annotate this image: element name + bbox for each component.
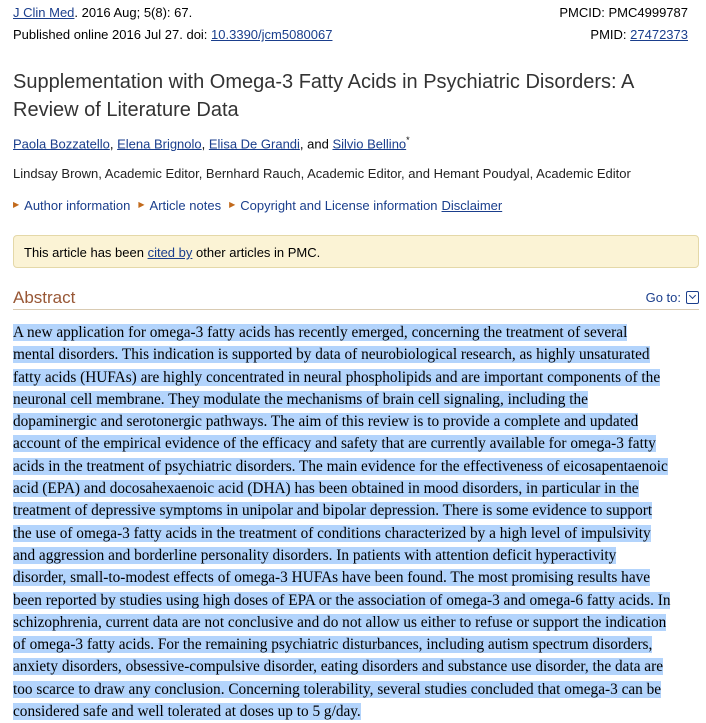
author-link[interactable]: Elena Brignolo	[117, 136, 202, 152]
article-notes-toggle[interactable]	[138, 198, 221, 213]
author-information-toggle[interactable]	[13, 198, 130, 213]
abstract-header	[13, 288, 699, 310]
author-separator: ,	[109, 136, 118, 152]
pmcid: PMCID: PMC4999787	[559, 5, 688, 20]
triangle-right-icon: ▶	[229, 200, 236, 209]
abstract-line	[13, 523, 701, 545]
abstract-line	[13, 433, 701, 455]
abstract-line	[13, 679, 701, 701]
author-separator: ,	[201, 136, 209, 152]
goto-label[interactable]: Go to:	[645, 290, 681, 305]
goto-menu[interactable]	[646, 290, 699, 305]
author-link[interactable]: Elisa De Grandi	[208, 136, 300, 152]
chevron-down-icon[interactable]	[686, 291, 699, 304]
author-link[interactable]: Silvio Bellino	[332, 136, 407, 152]
abstract-line	[13, 322, 701, 344]
pmid-link[interactable]: 27472373	[630, 27, 688, 42]
abstract-line	[13, 590, 701, 612]
abstract-line	[13, 634, 701, 656]
corresponding-author-mark: *	[406, 135, 410, 145]
selected-text: treatment of depressive symptoms in unipolar and bipolar depression. There is some evidence to support	[13, 502, 653, 520]
triangle-right-icon: ▶	[13, 200, 20, 209]
author-separator: , and	[299, 136, 333, 152]
abstract-line	[13, 367, 701, 389]
abstract-heading: Abstract	[13, 288, 76, 307]
selected-text: and aggression and borderline personality disorders. In patients with attention deficit hyperactivity	[13, 546, 617, 564]
selected-text: disorder, small-to-modest effects of omega-3 HUFAs have been found. The most promising results have	[13, 569, 651, 587]
abstract-line	[13, 411, 701, 433]
cited-by-notice	[13, 235, 699, 268]
selected-text: neuronal cell membrane. They modulate the mechanisms of brain cell signaling, including the	[13, 390, 588, 408]
pmid	[590, 27, 688, 42]
abstract-line	[13, 612, 701, 634]
selected-text: the use of omega-3 fatty acids in the treatment of conditions characterized by a high level of impulsivity	[13, 524, 651, 542]
abstract-line	[13, 389, 701, 411]
abstract-line	[13, 456, 701, 478]
author-list	[13, 135, 410, 151]
article-title: Supplementation with Omega-3 Fatty Acids in Psychiatric Disorders: A Review of Literature Data	[13, 71, 634, 121]
abstract-line	[13, 701, 701, 723]
author-link[interactable]: Paola Bozzatello	[13, 136, 110, 152]
journal-link[interactable]: J Clin Med	[13, 5, 75, 20]
selected-text: fatty acids (HUFAs) are highly concentrated in neural phospholipids and are important components of the	[13, 368, 661, 386]
selected-text: anxiety disorders, obsessive-compulsive disorder, eating disorders and substance use disorder, the data are	[13, 658, 663, 676]
selected-text: account of the empirical evidence of the efficacy and safety that are currently available for omega-3 fatty	[13, 435, 656, 453]
citation-row	[13, 5, 688, 20]
abstract-line	[13, 656, 701, 678]
published-info	[13, 27, 332, 42]
disclaimer-link[interactable]: Disclaimer	[441, 198, 503, 213]
selected-text: dopaminergic and serotonergic pathways. The aim of this review is to provide a complete and updated	[13, 413, 639, 431]
abstract-line	[13, 500, 701, 522]
doi-link[interactable]: 10.3390/jcm5080067	[211, 27, 333, 42]
copyright-link[interactable]: Copyright and License information	[240, 198, 438, 213]
copyright-toggle[interactable]	[229, 198, 502, 213]
selected-text: A new application for omega-3 fatty acids has recently emerged, concerning the treatment of several	[13, 324, 628, 341]
selected-text: acids in the treatment of psychiatric disorders. The main evidence for the effectiveness of eicosapentaenoic	[13, 457, 668, 475]
selected-text: acid (EPA) and docosahexaenoic acid (DHA) has been obtained in mood disorders, in particular in the	[13, 480, 639, 498]
selected-text: considered safe and well tolerated at doses up to 5 g/day.	[13, 703, 361, 721]
citation-details: . 2016 Aug; 5(8): 67.	[74, 5, 193, 20]
citation	[13, 5, 192, 20]
cited-prefix: This article has been	[24, 245, 148, 260]
academic-editors: Lindsay Brown, Academic Editor, Bernhard Rauch, Academic Editor, and Hemant Poudyal, Academic Editor	[13, 166, 631, 181]
pmid-label: PMID:	[590, 27, 631, 42]
selected-text: of omega-3 fatty acids. For the remaining psychiatric disturbances, including autism spectrum disorders,	[13, 636, 653, 654]
publication-row	[13, 27, 688, 42]
abstract-text	[13, 322, 701, 723]
selected-text: mental disorders. This indication is supported by data of neurobiological research, as highly unsaturated	[13, 346, 650, 364]
abstract-line	[13, 567, 701, 589]
article-notes-link[interactable]: Article notes	[149, 198, 222, 213]
cited-suffix: other articles in PMC.	[192, 245, 321, 260]
author-information-link[interactable]: Author information	[24, 198, 131, 213]
abstract-line	[13, 478, 701, 500]
selected-text: schizophrenia, current data are not conclusive and do not allow us either to refuse or support the indication	[13, 613, 667, 631]
abstract-line	[13, 545, 701, 567]
triangle-right-icon: ▶	[138, 200, 145, 209]
selected-text: been reported by studies using high doses of EPA or the association of omega-3 and omega-6 fatty acids. In	[13, 591, 671, 609]
published-text: Published online 2016 Jul 27. doi:	[13, 27, 212, 42]
abstract-line	[13, 344, 701, 366]
article-info-links	[13, 198, 510, 213]
cited-by-link[interactable]: cited by	[147, 245, 193, 260]
selected-text: too scarce to draw any conclusion. Concerning tolerability, several studies concluded that omega-3 can be	[13, 680, 662, 698]
